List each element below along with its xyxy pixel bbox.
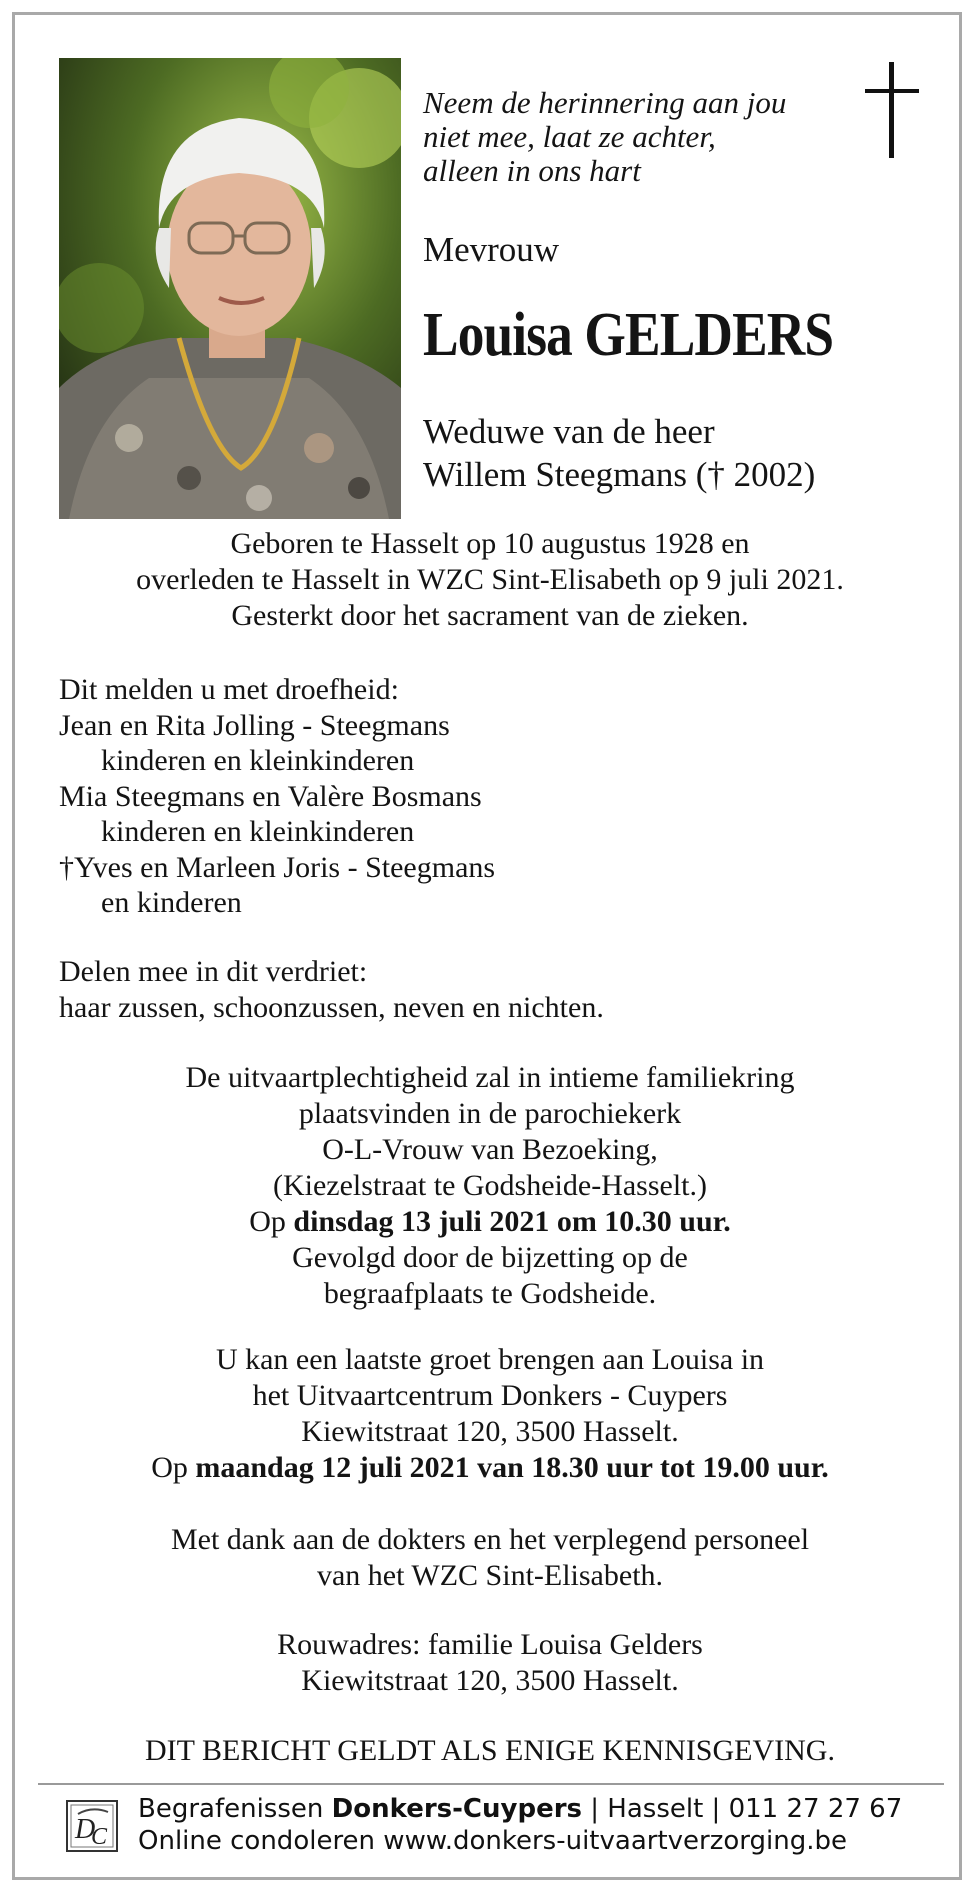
farewell-date [40,1450,940,1486]
announcers-intro: Dit melden u met droefheid: [59,673,399,706]
svg-text:C: C [91,1824,108,1850]
footer-divider [38,1783,944,1785]
info-line: overleden te Hasselt in WZC Sint-Elisabeth op 9 juli 2021. [136,563,844,596]
widow-line: Willem Steegmans († 2002) [423,455,816,494]
ceremony-line: (Kiezelstraat te Godsheide-Hasselt.) [273,1169,707,1202]
family-sub: kinderen en kleinkinderen [101,744,415,777]
info-line: Gesterkt door het sacrament van de zieken. [231,599,749,632]
memorial-quote [423,86,823,188]
footer-company-name: Donkers-Cuypers [331,1794,583,1824]
farewell-date-bold: maandag 12 juli 2021 van 18.30 uur tot 19.00 uur. [195,1451,829,1484]
farewell-date-prefix: Op [151,1451,196,1484]
ceremony-line: Gevolgd door de bijzetting op de [292,1241,688,1274]
mourning-address [40,1627,940,1699]
cross-icon [863,60,923,160]
portrait-photo [59,58,401,519]
announcers-list [59,672,495,921]
ceremony-date-bold: dinsdag 13 juli 2021 om 10.30 uur. [293,1205,731,1238]
ceremony-date-prefix: Op [249,1205,294,1238]
thanks-line: Met dank aan de dokters en het verplegend personeel [170,1523,810,1556]
family-sub: kinderen en kleinkinderen [101,815,415,848]
farewell-line: Kiewitstraat 120, 3500 Hasselt. [301,1415,679,1448]
ceremony-line: De uitvaartplechtigheid zal in intieme familiekring [185,1061,795,1094]
deceased-name: Louisa GELDERS [423,301,834,369]
farewell-line: het Uitvaartcentrum Donkers - Cuypers [252,1379,728,1412]
family-name: †Yves en Marleen Joris - Steegmans [59,850,496,884]
footer-contact: | Hasselt | 011 27 27 67 [582,1794,903,1824]
farewell-info [40,1342,940,1486]
ceremony-line: begraafplaats te Godsheide. [323,1277,657,1310]
footer-prefix: Begrafenissen [138,1794,332,1824]
sharing-intro: Delen mee in dit verdriet: [59,955,368,988]
footer-line-online: Online condoleren www.donkers-uitvaartverzorging.be [138,1826,847,1856]
quote-line: alleen in ons hart [423,153,641,188]
family-name: Mia Steegmans en Valère Bosmans [59,779,482,813]
address-line: Kiewitstraat 120, 3500 Hasselt. [301,1664,679,1697]
sharing-line: haar zussen, schoonzussen, neven en nichten. [59,990,604,1024]
notice-line: DIT BERICHT GELDT ALS ENIGE KENNISGEVING. [145,1734,835,1767]
ceremony-info [40,1060,940,1312]
ceremony-line: O-L-Vrouw van Bezoeking, [322,1133,658,1166]
widow-of [423,410,815,496]
sharing-list [59,954,604,1025]
funeral-home-logo-icon [64,1798,120,1854]
family-sub: en kinderen [101,886,242,919]
funeral-home-footer [138,1793,902,1857]
quote-line: Neem de herinnering aan jou [423,85,787,120]
info-line: Geboren te Hasselt op 10 augustus 1928 en [230,527,750,560]
farewell-line: U kan een laatste groet brengen aan Louisa in [215,1343,765,1376]
ceremony-date [40,1204,940,1240]
quote-line: niet mee, laat ze achter, [423,119,716,154]
family-name: Jean en Rita Jolling - Steegmans [59,708,450,742]
ceremony-line: plaatsvinden in de parochiekerk [298,1097,682,1130]
widow-line: Weduwe van de heer [423,412,715,451]
thanks-line: van het WZC Sint-Elisabeth. [316,1559,664,1592]
salutation: Mevrouw [423,230,560,269]
address-line: Rouwadres: familie Louisa Gelders [277,1628,703,1661]
birth-death-info [40,526,940,634]
footer-line-company [138,1793,902,1825]
svg-text:D: D [75,1814,96,1845]
thanks-info [40,1522,940,1594]
notice-info [40,1733,940,1769]
